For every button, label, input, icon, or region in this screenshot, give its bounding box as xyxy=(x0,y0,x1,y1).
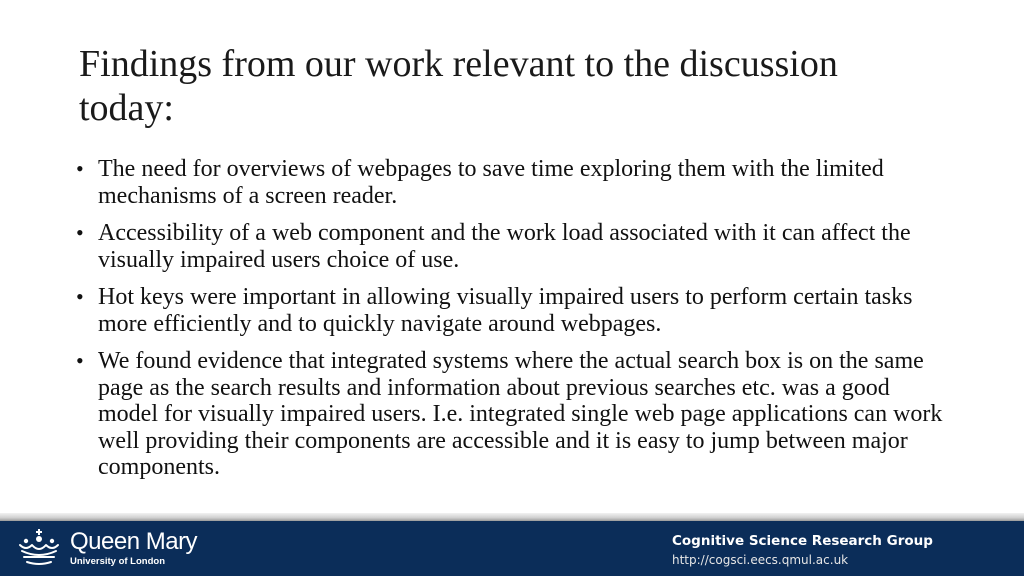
bullet-marker: • xyxy=(76,284,84,309)
bullet-item xyxy=(74,348,954,481)
bullet-marker: • xyxy=(76,348,84,373)
research-group-url[interactable]: http://cogsci.eecs.qmul.ac.uk xyxy=(672,553,849,567)
queen-mary-logo xyxy=(16,527,197,571)
logo-subtitle: University of London xyxy=(70,556,165,567)
bullet-text: Hot keys were important in allowing visually impaired users to perform certain tasks more efficiently and to quickly navigate around webpages. xyxy=(98,284,913,337)
bullet-item xyxy=(74,284,954,337)
bullet-item xyxy=(74,220,954,273)
slide-title: Findings from our work relevant to the discussion today: xyxy=(79,43,838,129)
bullet-list xyxy=(74,156,954,492)
bullet-text: The need for overviews of webpages to save time exploring them with the limited mechanisms of a screen reader. xyxy=(98,156,884,209)
bullet-marker: • xyxy=(76,220,84,245)
bullet-text: Accessibility of a web component and the work load associated with it can affect the visually impaired users choice of use. xyxy=(98,220,911,273)
logo-name: Queen Mary xyxy=(70,528,198,555)
crown-icon xyxy=(16,529,62,569)
bullet-marker: • xyxy=(76,156,84,181)
bullet-item xyxy=(74,156,954,209)
footer-divider xyxy=(0,513,1024,521)
bullet-text: We found evidence that integrated systems where the actual search box is on the same page as the search results and information about previous searches etc. was a good model for visually impaired users. I.e. integrated single web page applications can work well providing their components are accessible and it is easy to jump between major components. xyxy=(98,348,943,480)
footer-bar xyxy=(0,521,1024,576)
research-group-name: Cognitive Science Research Group xyxy=(672,533,933,549)
research-group-info xyxy=(672,533,1012,568)
